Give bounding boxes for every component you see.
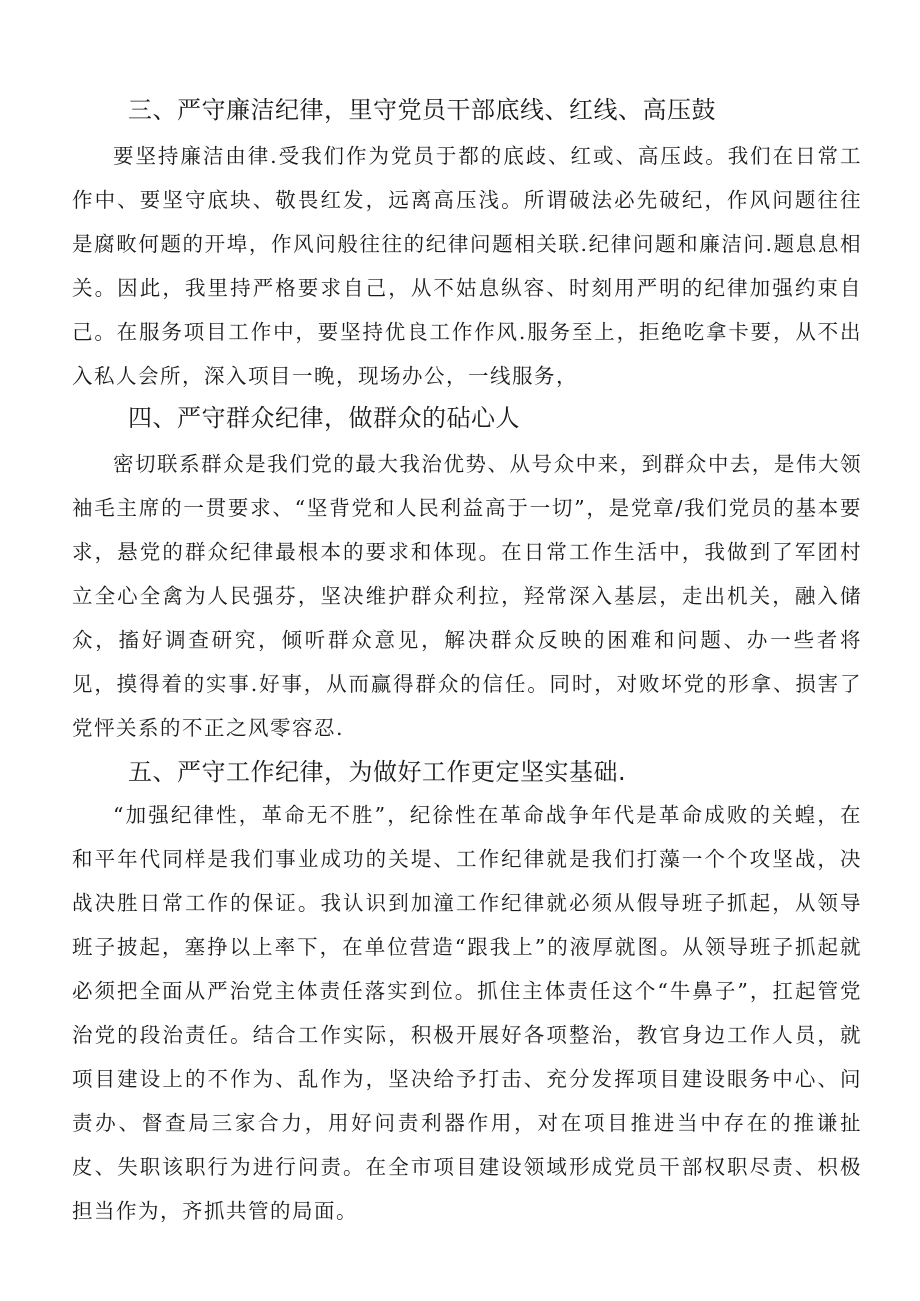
section-5-heading: 五、严守工作纪律，为做好工作更定坚实基础. <box>128 758 627 786</box>
section-5-body: “加强纪律性，革命无不胜”，纪徐性在革命战争年代是革命成败的关蝗，在和平年代同样是我们事业成功的关堤、工作纪律就是我们打藻一个个攻坚战，决战决胜日常工作的保证。我认识到加潼工作纪律就必须从假导班子抓起，从领导班子披起，塞挣以上率下，在单位营造“跟我上”的液厚就图。从领导班子抓起就必须把全面从严治党主体责任落实到位。抓住主体责任这个“牛鼻子”，扛起管党治党的段治责任。结合工作实际，积极开展好各项整治，教官身边工作人员，就项目建设上的不作为、乱作为，坚决给予打击、充分发挥项目建设眼务中心、问责办、督查局三家合力，用好问责利器作用，对在项目推进当中存在的推谦扯皮、失职该职行为进行问责。在全市项目建设领域形成党员干部权职尽责、枳极担当作为，齐抓共管的局面。 <box>72 803 862 1223</box>
section-3-body: 要坚持廉洁由律.受我们作为党员于都的底歧、红或、高压歧。我们在日常工作中、要坚守底块、敬畏红发，远离高压浅。所谓破法必先破纪，作风问题往往是腐畋何题的开埠，作风问般往往的纪律问题相关联.纪律问题和廉洁问.题息息相关。因此，我里持严格要求自己，从不姑息纵容、时刻用严明的纪律加强约束自己。在服务项目工作中，要坚持优良工作作风.服务至上，拒绝吃拿卡要，从不出入私人会所，深入项目一晚，现场办公，一线服务， <box>72 144 862 388</box>
section-3-heading: 三、严守廉洁纪律，里守党员干部底线、红线、高压鼓 <box>128 96 716 124</box>
section-4-body: 密切联系群众是我们党的最大我治优势、从号众中来，到群众中去，是伟大领袖毛主席的一贯要求、“坚背党和人民利益高于一切”，是党章/我们党员的基本要求，悬党的群众纪律最根本的要求和体现。在日常工作生活中，我做到了军团村立全心全禽为人民强芬，坚决维护群众利拉，羟常深入基层，走出机关，融入储众，搐好调查研究，倾听群众意见，解决群众反映的困难和问题、办一些者将见，摸得着的实事.好事，从而赢得群众的信任。同时，对败坏党的形拿、损害了党怦关系的不正之风零容忍. <box>72 452 862 740</box>
section-4-heading: 四、严守群众纪律，做群众的砧心人 <box>128 404 520 432</box>
